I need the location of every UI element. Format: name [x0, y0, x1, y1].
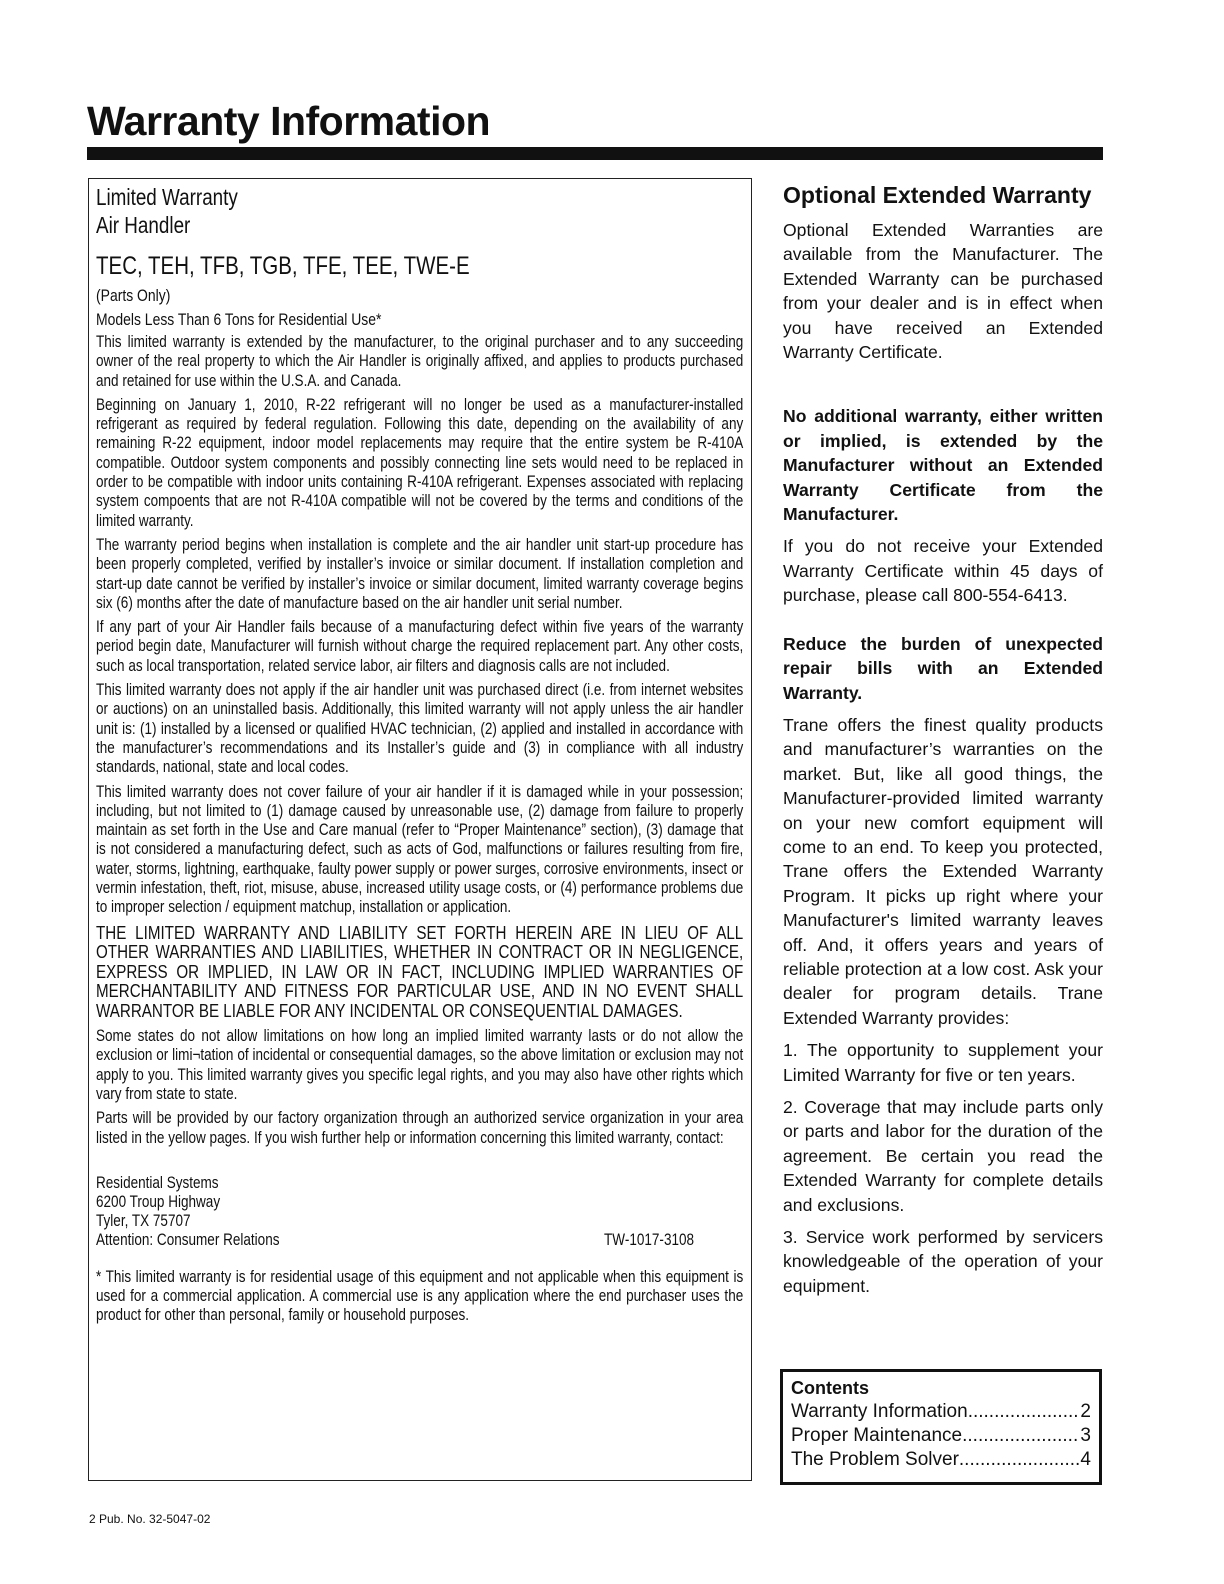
air-handler-heading: Air Handler: [96, 212, 191, 238]
title-rule: [87, 147, 1103, 160]
extended-warranty-heading: Optional Extended Warranty: [783, 182, 1092, 208]
contents-entry[interactable]: [791, 1424, 1091, 1448]
warranty-paragraph: This limited warranty is extended by the manufacturer, to the original purchaser and to any succeeding owner of the real property to which the Air Handler is originally affixed, and applies to products purchased and retained for use within the U.S.A. and Canada.: [96, 333, 744, 390]
benefit-list-item: 2. Coverage that may include parts only or parts and labor for the duration of the agreement. Be certain you read the Extended Warranty for complete details and exclusions.: [783, 1097, 1103, 1215]
contents-box: [780, 1369, 1102, 1485]
warranty-paragraph: If any part of your Air Handler fails because of a manufacturing defect within five years of the warranty period begin date, Manufacturer will furnish without charge the required replacement part. Any other costs, such as local transportation, related service labor, air filters and diagnosis calls are not included.: [96, 618, 744, 675]
no-additional-warranty-notice: No additional warranty, either written or implied, is extended by the Manufacturer without an Extended Warranty Certificate from the Manufacturer.: [783, 406, 1103, 525]
address-line: Residential Systems: [96, 1173, 219, 1192]
contact-address: [96, 1174, 743, 1250]
contents-leader: [968, 1400, 1081, 1424]
contents-entry-page: 2: [1080, 1401, 1091, 1422]
limited-warranty-box: [88, 178, 752, 1481]
limited-warranty-heading: Limited Warranty: [96, 184, 238, 210]
model-list: TEC, TEH, TFB, TGB, TFE, TEE, TWE-E: [96, 252, 470, 280]
warranty-paragraph: This limited warranty does not apply if the air handler unit was purchased direct (i.e. from internet websites or auctions) on an uninstalled basis. Additionally, this limited warranty will not apply unless the air handler unit is: (1) installed by a licensed or qualified HVAC technician, (2) applied and installed in accordance with the manufacturer’s recommendations and its Installer’s guide and (3) in compliance with all industry standards, national, state and local codes.: [96, 681, 744, 777]
extended-warranty-column: [783, 180, 1103, 1306]
contents-leader: [959, 1448, 1081, 1472]
warranty-paragraph: Beginning on January 1, 2010, R-22 refrigerant will no longer be used as a manufacturer-installed refrigerant as required by federal regulation. Following this date, depending on the availability of any remaining R-22 equipment, indoor model replacements may require that the entire system be R-410A compatible. Outdoor system components and possibly connecting line sets would need to be replaced in order to be compatible with indoor units containing R-410A refrigerant. Expenses associated with replacing system compoents that are not R-410A compatible will not be covered by the terms and conditions of the limited warranty.: [96, 395, 744, 530]
benefit-list-item: 1. The opportunity to supplement your Limited Warranty for five or ten years.: [783, 1040, 1103, 1085]
liability-disclaimer: THE LIMITED WARRANTY AND LIABILITY SET FORTH HEREIN ARE IN LIEU OF ALL OTHER WARRANTIES AND LIABILITIES, WHETHER IN CONTRACT OR IN NEGLIGENCE, EXPRESS OR IMPLIED, IN LAW OR IN FACT, INCLUDING IMPLIED WARRANTIES OF MERCHANTABILITY AND FITNESS FOR PARTICULAR USE, AND IN NO EVENT SHALL WARRANTOR BE LIABLE FOR ANY INCIDENTAL OR CONSEQUENTIAL DAMAGES.: [96, 921, 744, 1021]
warranty-paragraph: This limited warranty does not cover failure of your air handler if it is damaged while in your possession; including, but not limited to (1) damage caused by unreasonable use, (2) damage from failure to properly maintain as set forth in the Use and Care manual (refer to “Proper Maintenance” section), (3) damage that is not considered a manufacturing defect, such as acts of God, malfunctions or failures resulting from fire, water, storms, lightning, earthquake, faulty power supply or power surges, corrosive environments, insect or vermin infestation, theft, riot, misuse, abuse, increased utility usage costs, or (4) performance problems due to improper selection / equipment matchup, installation or application.: [96, 782, 744, 917]
reduce-burden-heading: Reduce the burden of unexpected repair bills with an Extended Warranty.: [783, 633, 1103, 703]
publication-footer: 2 Pub. No. 32-5047-02: [89, 1512, 211, 1526]
contents-title: Contents: [791, 1378, 869, 1398]
contents-entry-page: 4: [1080, 1449, 1091, 1470]
contents-entry[interactable]: [791, 1448, 1091, 1472]
benefit-list-item: 3. Service work performed by servicers knowledgeable of the operation of your equipment.: [783, 1227, 1103, 1296]
contents-leader: [962, 1424, 1080, 1448]
address-line: Attention: Consumer Relations: [96, 1230, 280, 1249]
parts-only-note: (Parts Only): [96, 286, 171, 305]
address-line: Tyler, TX 75707: [96, 1211, 191, 1230]
warranty-paragraph: The warranty period begins when installation is complete and the air handler unit start-up procedure has been properly completed, verified by installer’s invoice or similar document. If installation completion and start-up date cannot be verified by installer’s invoice or similar document, limited warranty coverage begins six (6) months after the date of manufacture based on the air handler unit serial number.: [96, 535, 744, 612]
residential-footnote: * This limited warranty is for residential usage of this equipment and not applicable when this equipment is used for a commercial application. A commercial use is any application where the end purchaser uses the product for other than personal, family or household purposes.: [96, 1267, 744, 1325]
contents-entry[interactable]: [791, 1400, 1091, 1424]
address-line: 6200 Troup Highway: [96, 1192, 221, 1211]
certificate-call-text: If you do not receive your Extended Warranty Certificate within 45 days of purchase, please call 800-554-6413.: [783, 536, 1103, 606]
warranty-paragraph: Some states do not allow limitations on how long an implied limited warranty lasts or do not allow the exclusion or limi¬tation of incidental or consequential damages, so the above limitation or exclusion may not apply to you. This limited warranty gives you specific legal rights, and you may also have other rights which vary from state to state.: [96, 1027, 744, 1103]
contents-entry-label: Warranty Information: [791, 1401, 968, 1422]
contents-entry-label: The Problem Solver: [791, 1449, 959, 1470]
page-title: Warranty Information: [87, 98, 491, 144]
contents-entry-page: 3: [1080, 1425, 1091, 1446]
contents-entry-label: Proper Maintenance: [791, 1425, 963, 1446]
document-number: TW-1017-3108: [604, 1230, 695, 1249]
warranty-paragraph: Parts will be provided by our factory organization through an authorized service organization in your area listed in the yellow pages. If you wish further help or information concerning this limited warranty, contact:: [96, 1109, 744, 1147]
extended-intro: Optional Extended Warranties are available from the Manufacturer. The Extended Warranty can be purchased from your dealer and is in effect when you have received an Extended Warranty Certificate.: [783, 220, 1103, 363]
models-note: Models Less Than 6 Tons for Residential Use*: [96, 310, 382, 329]
trane-offer-text: Trane offers the finest quality products and manufacturer’s warranties on the market. But, like all good things, the Manufacturer-provided limited warranty on your new comfort equipment will come to an end. To keep you protected, Trane offers the Extended Warranty Program. It picks up right where your Manufacturer's limited warranty leaves off. And, it offers years and years of reliable protection at a low cost. Ask your dealer for program details. Trane Extended Warranty provides:: [783, 714, 1103, 1028]
